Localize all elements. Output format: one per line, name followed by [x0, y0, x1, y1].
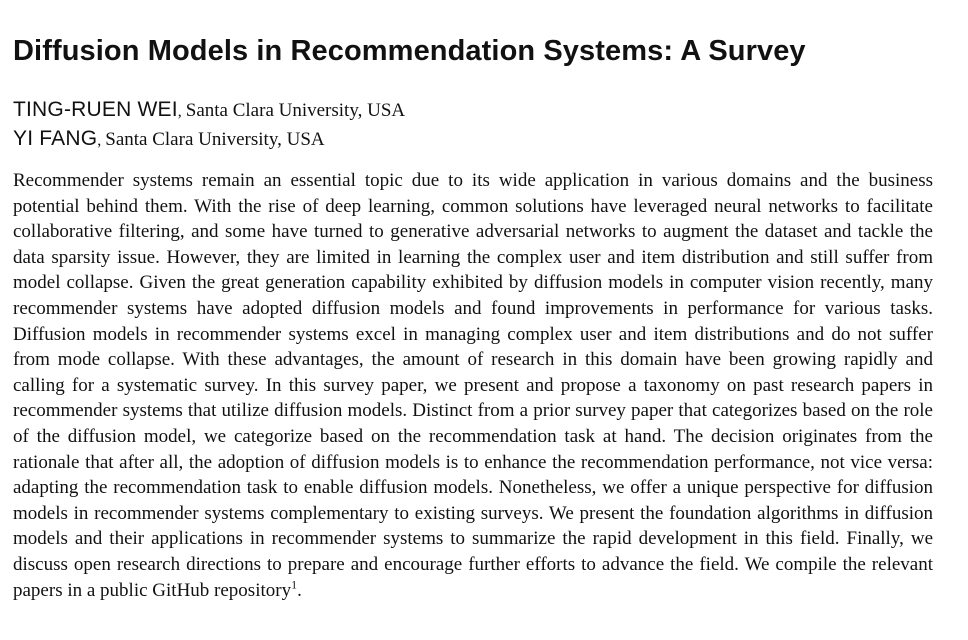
author-entry — [13, 95, 405, 124]
author-name: YI FANG — [13, 127, 98, 150]
paper-title: Diffusion Models in Recommendation Systems: A Survey — [13, 35, 806, 67]
author-entry — [13, 124, 405, 153]
footnote-marker[interactable]: 1 — [291, 577, 298, 592]
author-separator: , — [177, 103, 186, 120]
author-affiliation: Santa Clara University, USA — [105, 129, 325, 150]
author-separator: , — [97, 132, 106, 149]
abstract-end: . — [297, 579, 302, 601]
abstract-text: Recommender systems remain an essential topic due to its wide application in various domains and the business potential behind them. With the rise of deep learning, common solutions have leveraged neural networks to facilitate collaborative filtering, and some have turned to generative adversarial networks to augment the dataset and tackle the data sparsity issue. However, they are limited in learning the complex user and item distribution and still suffer from model collapse. Given the great generation capability exhibited by diffusion models in computer vision recently, many recommender systems have adopted diffusion models and found improvements in performance for various tasks. Diffusion models in recommender systems excel in managing complex user and item distributions and do not suffer from mode collapse. With these advantages, the amount of research in this domain have been growing rapidly and calling for a systematic survey. In this survey paper, we present and propose a taxonomy on past research papers in recommender systems that utilize diffusion models. Distinct from a prior survey paper that categorizes based on the role of the diffusion model, we categorize based on the recommendation task at hand. The decision originates from the rationale that after all, the adoption of diffusion models is to enhance the recommendation performance, not vice versa: adapting the recommendation task to enable diffusion models. Nonetheless, we offer a unique perspective for diffusion models in recommender systems complementary to existing surveys. We present the foundation algorithms in diffusion models and their applications in recommender systems to summarize the rapid development in this field. Finally, we discuss open research directions to prepare and encourage further efforts to advance the field. We compile the relevant papers in a public GitHub repository — [13, 170, 933, 601]
author-name: TING-RUEN WEI — [13, 98, 178, 121]
author-list — [13, 95, 405, 153]
author-affiliation: Santa Clara University, USA — [185, 100, 406, 121]
abstract — [13, 168, 933, 603]
